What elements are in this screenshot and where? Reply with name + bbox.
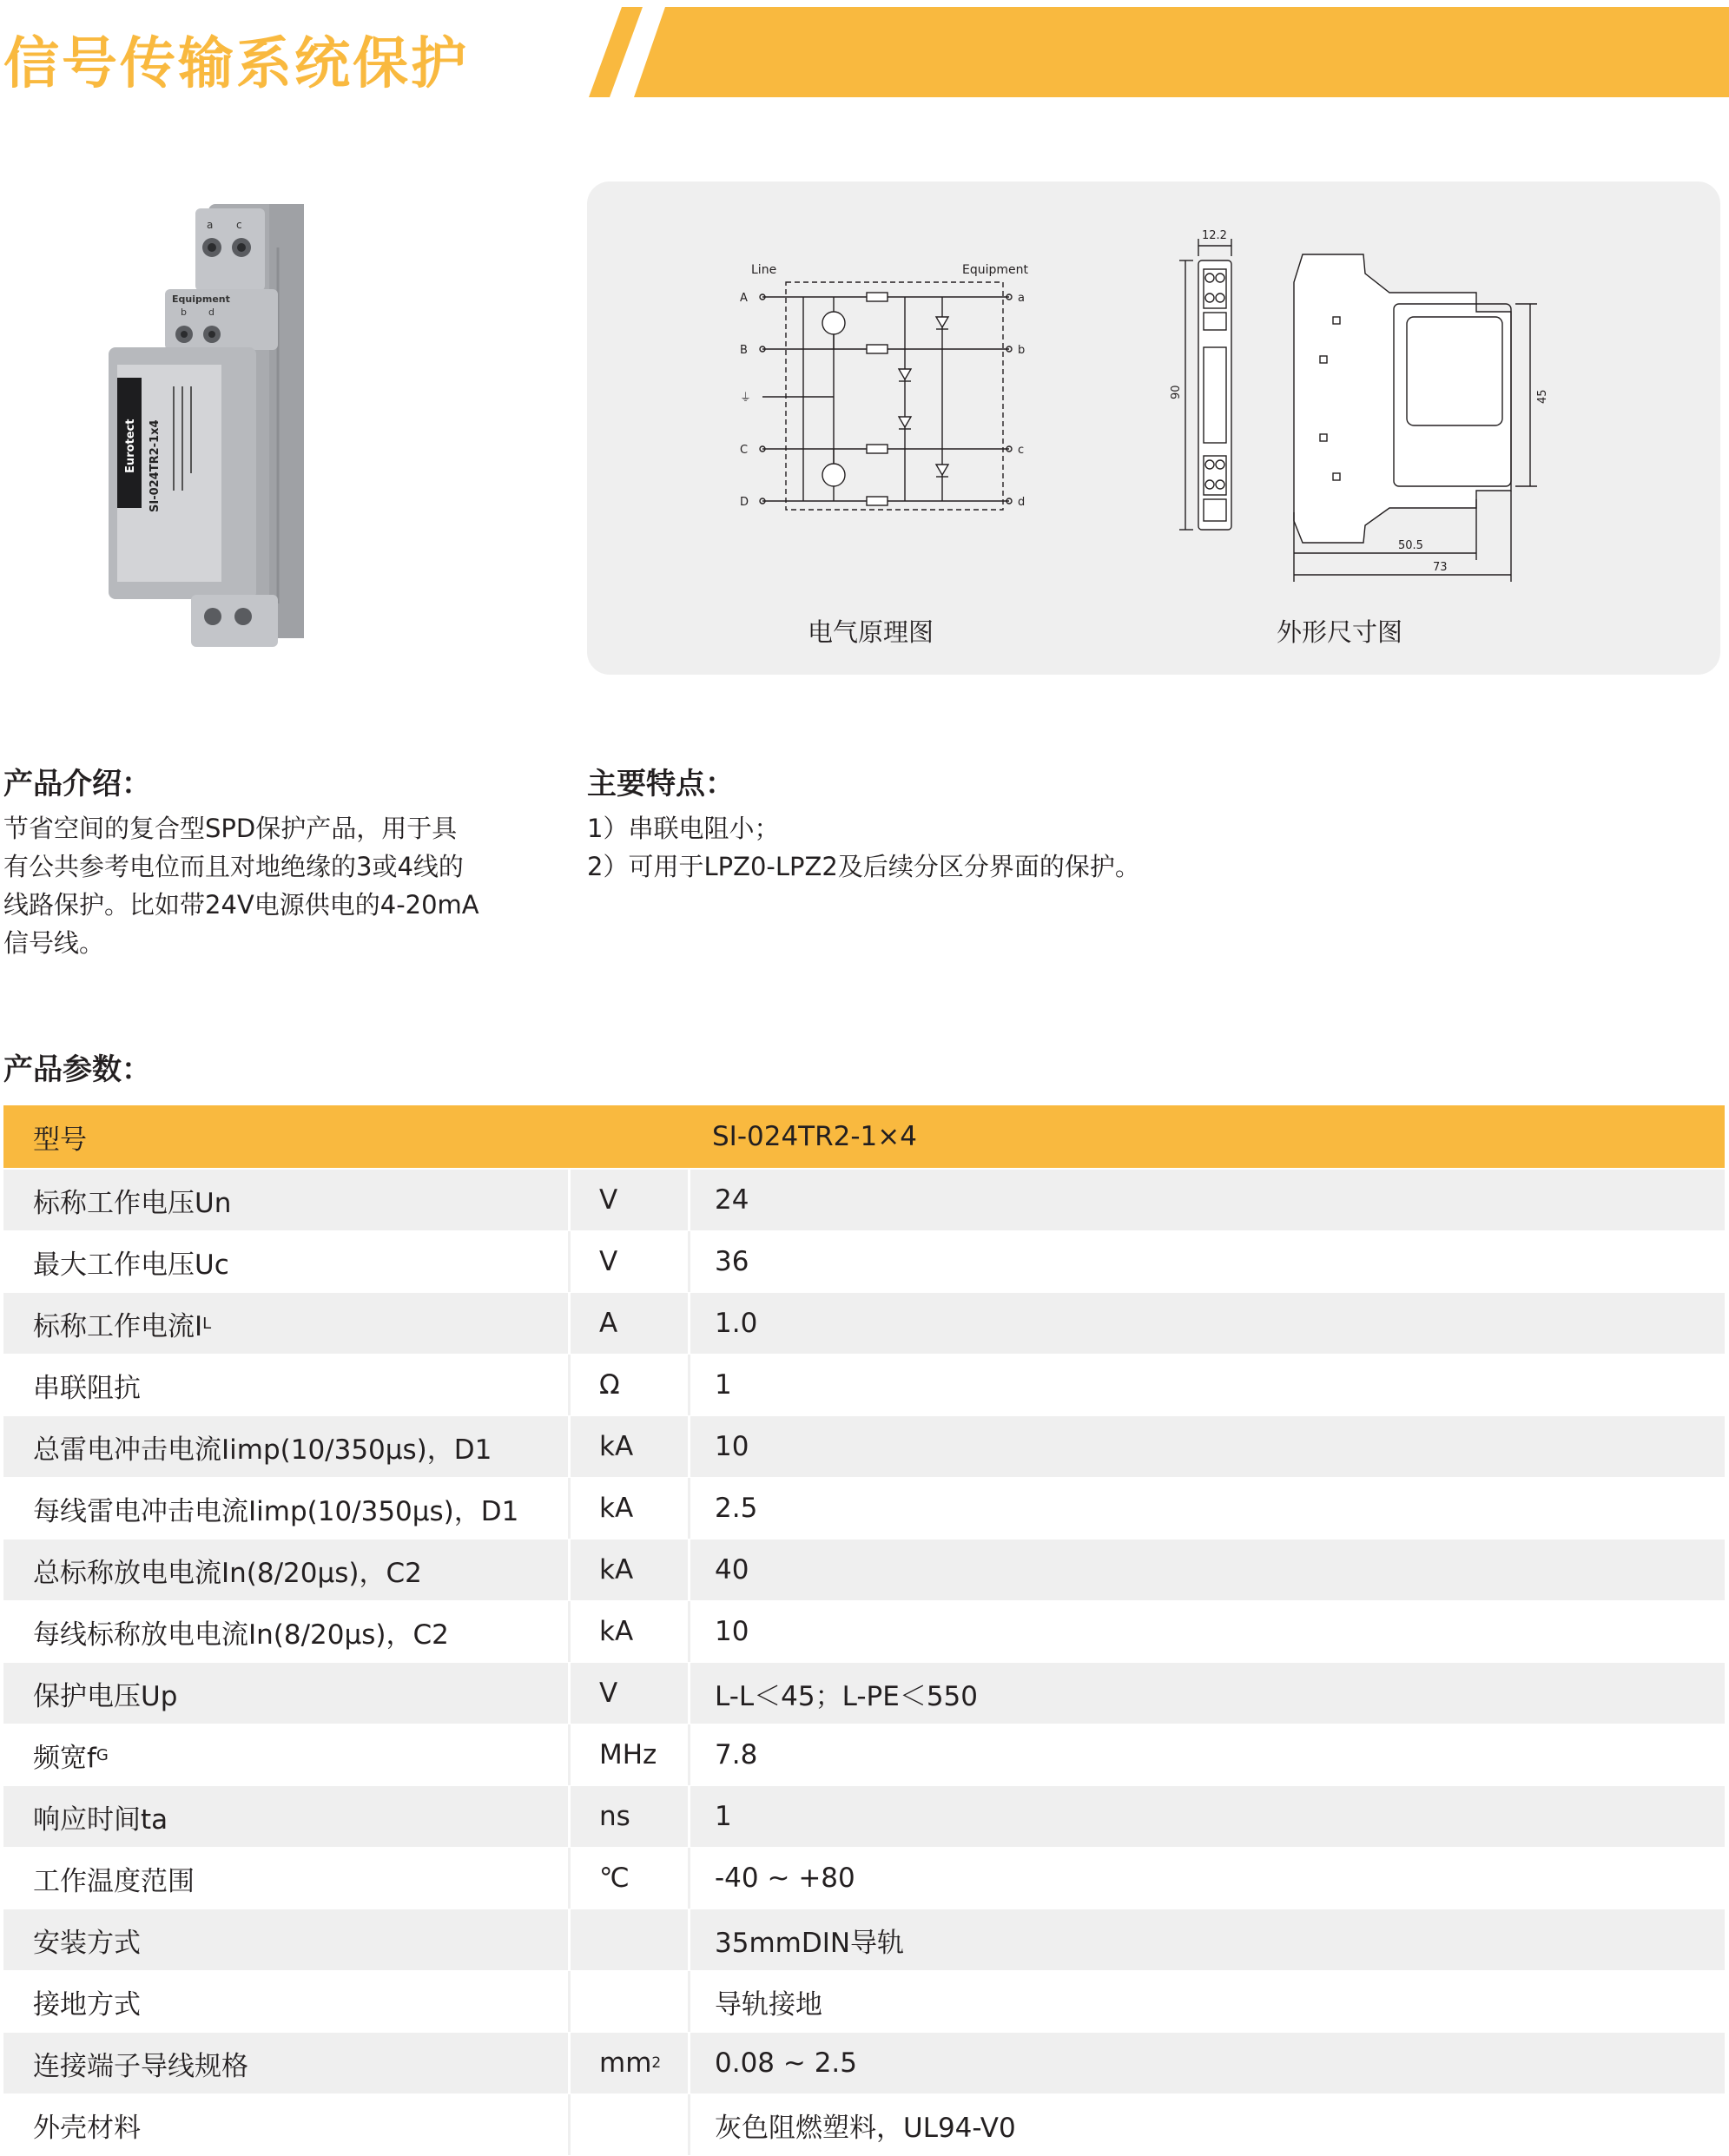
page-title: 信号传输系统保护 — [3, 32, 469, 96]
schem-terminal-b: b — [1018, 344, 1026, 357]
table-row — [3, 1724, 1725, 1785]
param-unit — [568, 2094, 688, 2155]
param-value: 1 — [688, 1355, 1725, 1415]
model-header-label: 型号 — [33, 1124, 87, 1156]
feature-item: 1）串联电阻小； — [587, 814, 780, 843]
ground-icon: ⏚ — [740, 392, 752, 405]
param-value: 1.0 — [688, 1293, 1725, 1354]
table-row — [3, 1355, 1725, 1415]
param-value: 36 — [688, 1231, 1725, 1292]
params-heading: 产品参数： — [3, 1052, 151, 1087]
param-name: 标称工作电压Un — [33, 1187, 232, 1219]
table-row — [3, 1971, 1725, 2032]
dim-front-height: 45 — [1536, 389, 1549, 404]
param-name: 每线标称放电电流In(8/20μs)，C2 — [33, 1619, 449, 1651]
intro-text — [3, 809, 542, 962]
schem-terminal-C: C — [740, 444, 749, 457]
equipment-label: Equipment — [172, 293, 230, 305]
param-unit: kA — [568, 1540, 688, 1600]
intro-line: 信号线。 — [3, 928, 105, 958]
schematic-line-label: Line — [751, 263, 777, 277]
table-row — [3, 1170, 1725, 1230]
feature-item: 2）可用于LPZ0-LPZ2及后续分区分界面的保护。 — [587, 852, 1140, 881]
dim-width: 12.2 — [1202, 229, 1227, 242]
dimension-drawing — [1164, 221, 1615, 586]
schem-terminal-c: c — [1018, 444, 1025, 457]
param-name: 最大工作电压Uc — [33, 1249, 229, 1281]
features-heading: 主要特点： — [587, 767, 735, 801]
table-row — [3, 1293, 1725, 1354]
table-row — [3, 1601, 1725, 1662]
param-unit — [568, 1971, 688, 2032]
param-unit: mm 2 — [568, 2033, 688, 2093]
param-unit: V — [568, 1231, 688, 1292]
param-value: 10 — [688, 1416, 1725, 1477]
param-value: 24 — [688, 1170, 1725, 1230]
param-unit — [568, 1909, 688, 1970]
param-value: 导轨接地 — [688, 1971, 1725, 2032]
terminal-label-b: b — [181, 307, 187, 318]
param-unit: MHz — [568, 1724, 688, 1785]
param-name: 总雷电冲击电流Iimp(10/350μs)，D1 — [33, 1434, 492, 1466]
schem-terminal-d: d — [1018, 496, 1026, 509]
param-name-subscript: G — [96, 1745, 109, 1764]
dim-depth-inner: 50.5 — [1398, 539, 1423, 552]
param-value: 10 — [688, 1601, 1725, 1662]
param-unit: ns — [568, 1786, 688, 1847]
param-value: 灰色阻燃塑料，UL94-V0 — [688, 2094, 1725, 2155]
intro-line: 线路保护。比如带24V电源供电的4-20mA — [3, 890, 479, 920]
param-unit: A — [568, 1293, 688, 1354]
param-value: 7.8 — [688, 1724, 1725, 1785]
table-row — [3, 1663, 1725, 1724]
dim-height: 90 — [1170, 385, 1183, 399]
header-accent-band — [589, 7, 1729, 97]
schematic-lines — [760, 293, 1012, 505]
schem-terminal-A: A — [740, 292, 748, 305]
param-name: 标称工作电流I L — [33, 1310, 212, 1342]
table-row — [3, 2094, 1725, 2155]
param-unit: ℃ — [568, 1848, 688, 1909]
table-row — [3, 1540, 1725, 1600]
param-value: 0.08 ~ 2.5 — [688, 2033, 1725, 2093]
table-row — [3, 1786, 1725, 1847]
param-unit: kA — [568, 1601, 688, 1662]
param-name: 保护电压Up — [33, 1680, 178, 1712]
param-unit: kA — [568, 1478, 688, 1539]
terminal-label-a: a — [207, 219, 214, 231]
param-value: L-L＜45；L-PE＜550 — [688, 1663, 1725, 1724]
schem-terminal-a: a — [1018, 292, 1025, 305]
intro-line: 有公共参考电位而且对地绝缘的3或4线的 — [3, 852, 464, 881]
param-name: 响应时间ta — [33, 1803, 168, 1836]
intro-heading: 产品介绍： — [3, 767, 151, 801]
param-name-subscript: L — [202, 1314, 212, 1333]
model-label-photo: SI-024TR2-1x4 — [148, 419, 162, 512]
param-value: 35mmDIN导轨 — [688, 1909, 1725, 1970]
param-value: -40 ~ +80 — [688, 1848, 1725, 1909]
table-row — [3, 1909, 1725, 1970]
table-row — [3, 1231, 1725, 1292]
schem-terminal-D: D — [740, 496, 749, 509]
table-row — [3, 1478, 1725, 1539]
schematic-caption: 电气原理图 — [808, 617, 934, 647]
param-name: 总标称放电电流In(8/20μs)，C2 — [33, 1557, 422, 1589]
param-value: 1 — [688, 1786, 1725, 1847]
table-header-row — [3, 1105, 1725, 1168]
intro-line: 节省空间的复合型SPD保护产品，用于具 — [3, 814, 458, 843]
params-table — [3, 1105, 1725, 2156]
param-name: 外壳材料 — [33, 2112, 141, 2144]
param-value: 40 — [688, 1540, 1725, 1600]
param-unit: V — [568, 1170, 688, 1230]
brand-label: Eurotect — [124, 419, 137, 473]
param-unit: kA — [568, 1416, 688, 1477]
param-name: 连接端子导线规格 — [33, 2050, 248, 2082]
schematic-equipment-label: Equipment — [962, 263, 1028, 277]
param-unit: V — [568, 1663, 688, 1724]
features-list — [587, 809, 1455, 886]
param-unit-superscript: 2 — [651, 2054, 662, 2072]
model-header-value: SI-024TR2-1×4 — [712, 1121, 917, 1152]
electrical-schematic — [738, 247, 1042, 525]
param-name: 接地方式 — [33, 1988, 141, 2021]
terminal-label-c: c — [236, 219, 242, 231]
param-name: 安装方式 — [33, 1927, 141, 1959]
param-name: 工作温度范围 — [33, 1865, 195, 1897]
dimension-caption: 外形尺寸图 — [1277, 617, 1403, 647]
param-unit: Ω — [568, 1355, 688, 1415]
dim-depth-total: 73 — [1433, 561, 1448, 574]
terminal-label-d: d — [208, 307, 214, 318]
table-row — [3, 1848, 1725, 1909]
schem-terminal-B: B — [740, 344, 748, 357]
param-value: 2.5 — [688, 1478, 1725, 1539]
table-row — [3, 2033, 1725, 2093]
param-name: 每线雷电冲击电流Iimp(10/350μs)，D1 — [33, 1495, 519, 1527]
table-row — [3, 1416, 1725, 1477]
param-name: 串联阻抗 — [33, 1372, 141, 1404]
param-name: 频宽f G — [33, 1742, 109, 1774]
product-photo — [104, 195, 321, 656]
